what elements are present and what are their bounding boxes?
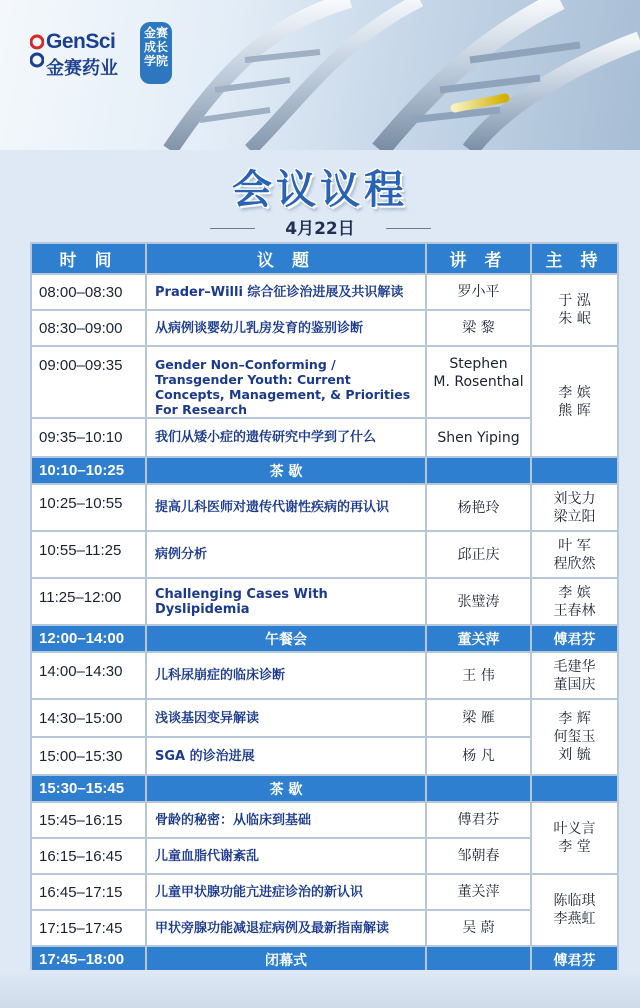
row-topic: 儿童甲状腺功能亢进症诊治的新认识 [146,874,426,910]
header-speaker: 讲 者 [426,243,531,274]
gensci-logo [30,30,130,78]
row-topic: 骨龄的秘密：从临床到基础 [146,802,426,838]
break-speaker [426,775,531,802]
row-topic: 儿科尿崩症的临床诊断 [146,652,426,699]
row-speaker: 张璧涛 [426,578,531,625]
row-host: 刘戈力 梁立阳 [531,484,618,531]
gensci-mark-icon [30,32,44,72]
academy-seal: 金赛成长学院 [140,22,172,84]
break-row [31,946,618,973]
row-time: 15:45–16:15 [31,802,146,838]
row-speaker: 吴 蔚 [426,910,531,946]
table-row [31,531,618,578]
row-host: 毛建华 董国庆 [531,652,618,699]
table-row [31,874,618,910]
break-row [31,457,618,484]
break-speaker: 董关萍 [426,625,531,652]
row-topic: 病例分析 [146,531,426,578]
row-host: 李 辉 何玺玉 刘 毓 [531,699,618,775]
date-rule-right [386,228,431,229]
row-topic: 儿童血脂代谢紊乱 [146,838,426,874]
row-speaker: 罗小平 [426,274,531,310]
date-label: 4月22日 [285,219,355,239]
row-time: 10:25–10:55 [31,484,146,531]
table-header-row [31,243,618,274]
row-speaker: 邱正庆 [426,531,531,578]
break-host: 傅君芬 [531,625,618,652]
footer-background [0,970,640,1008]
table-row [31,802,618,838]
row-topic: Prader–Willi 综合征诊治进展及共识解读 [146,274,426,310]
header-time: 时 间 [31,243,146,274]
row-topic: SGA 的诊治进展 [146,737,426,775]
table-row [31,274,618,310]
break-time: 15:30–15:45 [31,775,146,802]
row-speaker: 王 伟 [426,652,531,699]
break-row [31,775,618,802]
row-topic: Challenging Cases With Dyslipidemia [146,578,426,625]
row-topic: 我们从矮小症的遗传研究中学到了什么 [146,418,426,457]
table-row [31,346,618,418]
break-label: 茶 歇 [146,775,426,802]
row-time: 14:30–15:00 [31,699,146,737]
row-time: 09:35–10:10 [31,418,146,457]
row-speaker: 傅君芬 [426,802,531,838]
table-row [31,838,618,874]
break-speaker [426,457,531,484]
row-topic: 甲状旁腺功能减退症病例及最新指南解读 [146,910,426,946]
table-row [31,418,618,457]
row-topic: 浅谈基因变异解读 [146,699,426,737]
break-time: 10:10–10:25 [31,457,146,484]
table-row [31,310,618,346]
break-speaker [426,946,531,973]
header-banner [0,0,640,150]
row-time: 16:15–16:45 [31,838,146,874]
row-time: 08:00–08:30 [31,274,146,310]
row-time: 17:15–17:45 [31,910,146,946]
row-time: 10:55–11:25 [31,531,146,578]
row-speaker: 梁 黎 [426,310,531,346]
row-time: 09:00–09:35 [31,346,146,418]
brand-name-en: GenSci [46,30,116,53]
row-time: 08:30–09:00 [31,310,146,346]
break-time: 12:00–14:00 [31,625,146,652]
row-speaker: 邹朝春 [426,838,531,874]
break-host [531,457,618,484]
table-row [31,910,618,946]
row-time: 16:45–17:15 [31,874,146,910]
row-speaker: 杨 凡 [426,737,531,775]
break-label: 茶 歇 [146,457,426,484]
header-host: 主 持 [531,243,618,274]
table-row [31,484,618,531]
row-speaker: Shen Yiping [426,418,531,457]
row-host: 于 泓 朱 岷 [531,274,618,346]
brand-name-cn: 金赛药业 [46,58,118,79]
page-title: 会议议程 [232,167,408,213]
row-host: 叶 军 程欣然 [531,531,618,578]
row-host: 叶义言 李 堂 [531,802,618,874]
break-row [31,625,618,652]
table-row [31,652,618,699]
row-host: 陈临琪 李燕虹 [531,874,618,946]
break-host [531,775,618,802]
header-topic: 议 题 [146,243,426,274]
row-speaker: 杨艳玲 [426,484,531,531]
table-row [31,699,618,737]
row-topic: Gender Non–Conforming / Transgender Youth: Current Concepts, Management, & Priorities For Research [146,346,426,418]
break-host: 傅君芬 [531,946,618,973]
row-time: 15:00–15:30 [31,737,146,775]
agenda-table [30,242,619,974]
break-label: 闭幕式 [146,946,426,973]
break-time: 17:45–18:00 [31,946,146,973]
row-time: 11:25–12:00 [31,578,146,625]
row-speaker: Stephen M. Rosenthal [426,346,531,418]
title-area [0,150,640,242]
break-label: 午餐会 [146,625,426,652]
row-speaker: 梁 雁 [426,699,531,737]
row-host: 李 嫔 熊 晖 [531,346,618,457]
row-time: 14:00–14:30 [31,652,146,699]
table-row [31,737,618,775]
table-row [31,578,618,625]
row-topic: 从病例谈婴幼儿乳房发育的鉴别诊断 [146,310,426,346]
row-speaker: 董关萍 [426,874,531,910]
row-host: 李 嫔 王春林 [531,578,618,625]
row-topic: 提高儿科医师对遗传代谢性疾病的再认识 [146,484,426,531]
